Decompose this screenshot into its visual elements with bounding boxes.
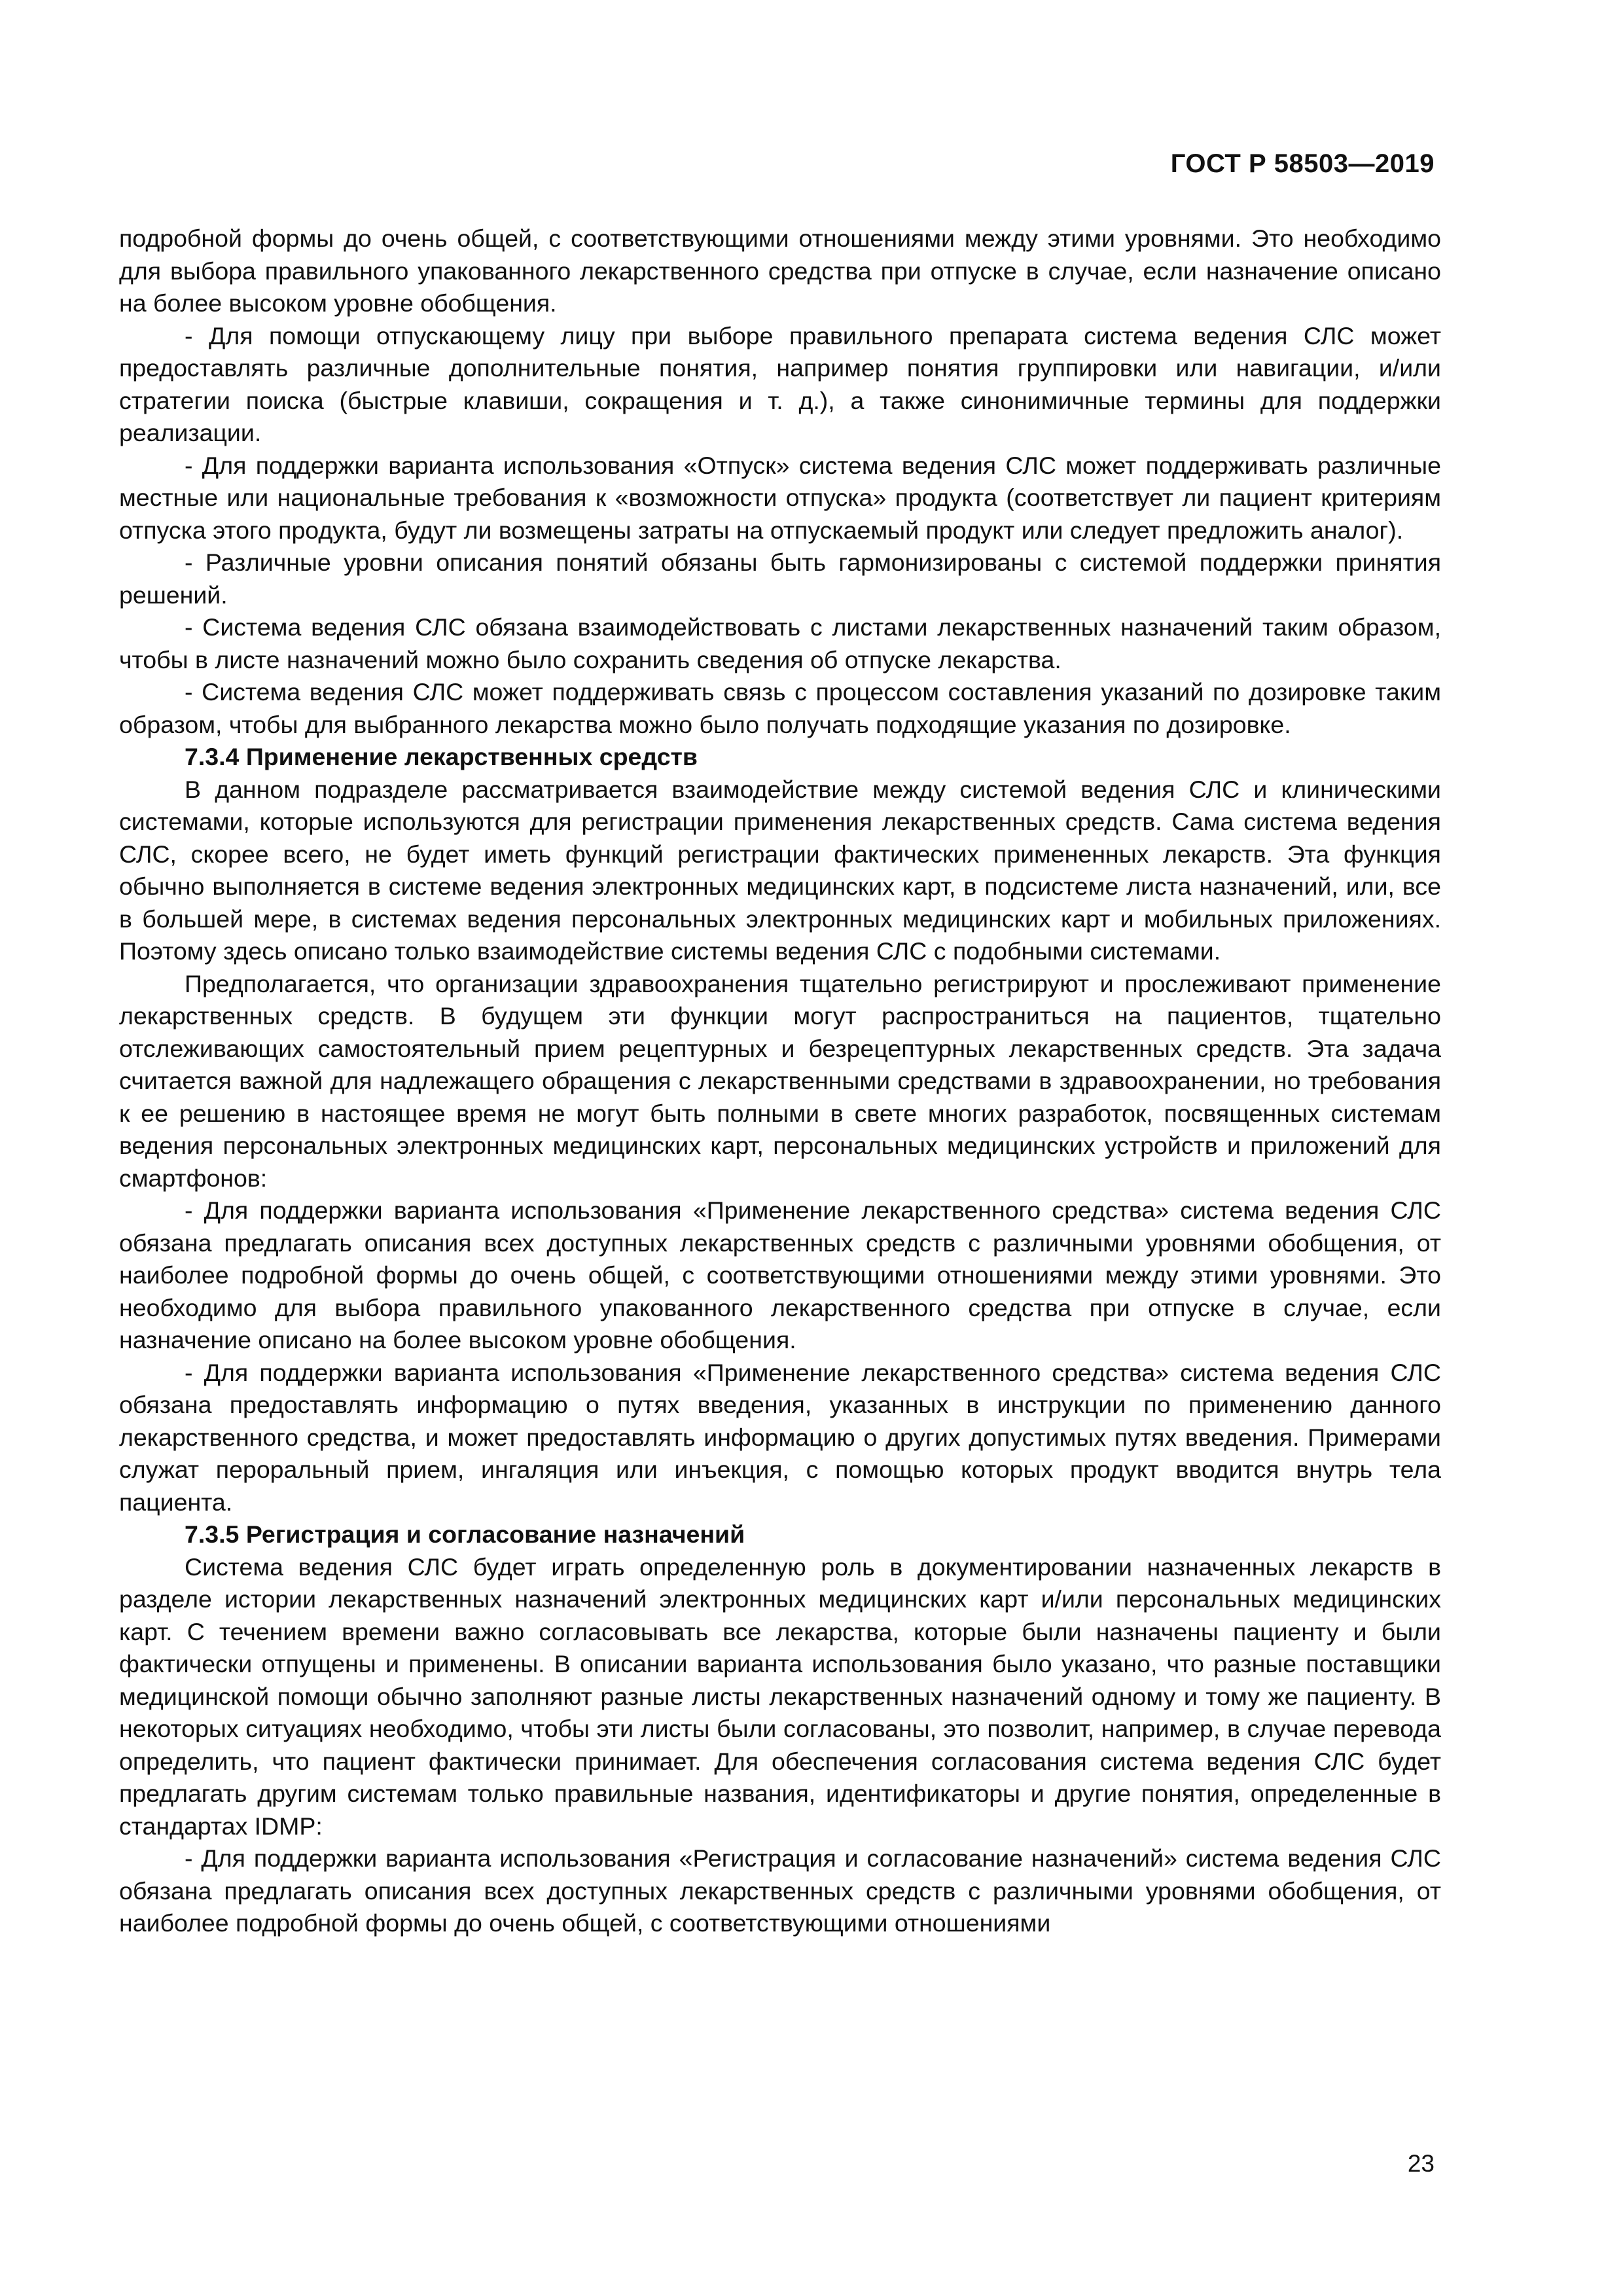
paragraph: - Различные уровни описания понятий обязаны быть гармонизированы с системой поддержки принятия решений. (119, 548, 1441, 609)
body-text (119, 223, 1441, 1940)
standard-header: ГОСТ Р 58503—2019 (1170, 149, 1435, 178)
page-number: 23 (1407, 2150, 1435, 2177)
paragraph: В данном подразделе рассматривается взаимодействие между системой ведения СЛС и клиническими системами, которые используются для регистрации применения лекарственных средств. Сама система ведения СЛС, скорее всего, не будет иметь функций регистрации фактических примененных лекарств. Эта функция обычно выполняется в системе ведения электронных медицинских карт, в подсистеме листа назначений, или, все в большей мере, в системах ведения персональных электронных медицинских карт и мобильных приложениях. Поэтому здесь описано только взаимодействие системы ведения СЛС с подобными системами. (119, 775, 1441, 965)
paragraph: подробной формы до очень общей, с соответствующими отношениями между этими уровнями. Это необходимо для выбора правильного упакованного лекарственного средства при отпуске в случае, если назначение описано на более высоком уровне обобщения. (119, 224, 1441, 317)
paragraph: - Для поддержки варианта использования «Регистрация и согласование назначений» система ведения СЛС обязана предлагать описания всех доступных лекарственных средств с различными уровнями обобщения, от наиболее подробной формы до очень общей, с соответствующими отношениями (119, 1844, 1441, 1937)
paragraph: - Для помощи отпускающему лицу при выборе правильного препарата система ведения СЛС может предоставлять различные дополнительные понятия, например понятия группировки или навигации, и/или стратегии поиска (быстрые клавиши, сокращения и т. д.), а также синонимичные термины для поддержки реализации. (119, 321, 1441, 446)
paragraph: - Для поддержки варианта использования «Применение лекарственного средства» система ведения СЛС обязана предоставлять информацию о путях введения, указанных в инструкции по применению данного лекарственного средства, и может предоставлять информацию о других допустимых путях введения. Примерами служат пероральный прием, ингаляция или инъекция, с помощью которых продукт вводится внутрь тела пациента. (119, 1358, 1441, 1516)
section-heading: 7.3.4 Применение лекарственных средств (185, 743, 698, 770)
paragraph: - Для поддержки варианта использования «Применение лекарственного средства» система ведения СЛС обязана предлагать описания всех доступных лекарственных средств с различными уровнями обобщения, от наиболее подробной формы до очень общей, с соответствующими отношениями между этими уровнями. Это необходимо для выбора правильного упакованного лекарственного средства при отпуске в случае, если назначение описано на более высоком уровне обобщения. (119, 1196, 1441, 1354)
paragraph: - Система ведения СЛС обязана взаимодействовать с листами лекарственных назначений таким образом, чтобы в листе назначений можно было сохранить сведения об отпуске лекарства. (119, 613, 1441, 673)
section-heading: 7.3.5 Регистрация и согласование назначений (185, 1520, 745, 1548)
paragraph: Предполагается, что организации здравоохранения тщательно регистрируют и прослеживают применение лекарственных средств. В будущем эти функции могут распространиться на пациентов, тщательно отслеживающих самостоятельный прием рецептурных и безрецептурных лекарственных средств. Эта задача считается важной для надлежащего обращения с лекарственными средствами в здравоохранении, но требования к ее решению в настоящее время не могут быть полными в свете многих разработок, посвященных системам ведения персональных электронных медицинских карт, персональных медицинских устройств и приложений для смартфонов: (119, 969, 1441, 1192)
paragraph: - Система ведения СЛС может поддерживать связь с процессом составления указаний по дозировке таким образом, чтобы для выбранного лекарства можно было получать подходящие указания по дозировке. (119, 678, 1441, 738)
paragraph: Система ведения СЛС будет играть определенную роль в документировании назначенных лекарств в разделе истории лекарственных назначений электронных медицинских карт и/или персональных медицинских карт. С течением времени важно согласовывать все лекарства, которые были назначены пациенту и были фактически отпущены и применены. В описании варианта использования было указано, что разные поставщики медицинской помощи обычно заполняют разные листы лекарственных назначений одному и тому же пациенту. В некоторых ситуациях необходимо, чтобы эти листы были согласованы, это позволит, например, в случае перевода определить, что пациент фактически принимает. Для обеспечения согласования система ведения СЛС будет предлагать другим системам только правильные названия, идентификаторы и другие понятия, определенные в стандартах IDMP: (119, 1552, 1441, 1840)
paragraph: - Для поддержки варианта использования «Отпуск» система ведения СЛС может поддерживать различные местные или национальные требования к «возможности отпуска» продукта (соответствует ли пациент критериям отпуска этого продукта, будут ли возмещены затраты на отпускаемый продукт или следует предложить аналог). (119, 451, 1441, 544)
